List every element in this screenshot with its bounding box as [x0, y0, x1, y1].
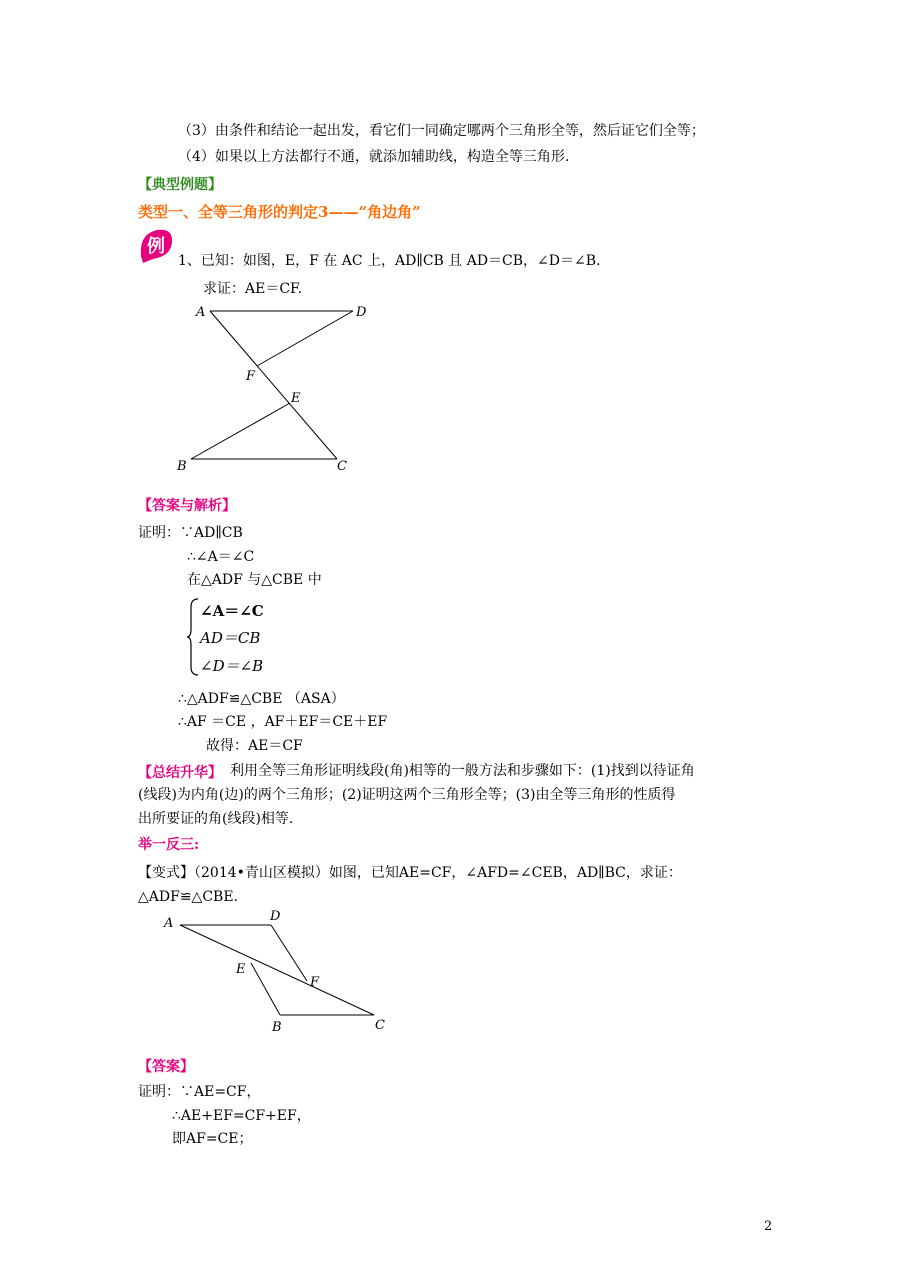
example-problem: 1、已知：如图，E，F 在 AC 上，AD∥CB 且 AD＝CB，∠D＝∠B. — [178, 253, 601, 269]
summary-label: 【总结升华】 — [138, 765, 222, 781]
label-b: B — [177, 459, 187, 474]
label-d: D — [356, 305, 367, 320]
segment-be — [191, 403, 290, 459]
summary-line-2: (线段)为内角(边)的两个三角形；(2)证明这两个三角形全等；(3)由全等三角形的性质得 — [138, 787, 676, 803]
answer-header: 【答案与解析】 — [138, 498, 236, 514]
practice-header: 举一反三: — [138, 837, 200, 853]
proof-line-2: ∴∠A＝∠C — [187, 549, 255, 565]
label-d: D — [270, 909, 281, 924]
proof-line-1: 证明：∵AD∥CB — [138, 525, 243, 541]
example-prove: 求证：AE＝CF. — [203, 281, 303, 297]
summary-line-3: 出所要证的角(线段)相等. — [138, 811, 294, 827]
proof2-line-1: 证明：∵AE=CF， — [138, 1084, 261, 1100]
system-brace — [186, 597, 200, 677]
label-f: F — [246, 369, 256, 384]
page-number: 2 — [764, 1219, 773, 1234]
summary-line-1: 利用全等三角形证明线段(角)相等的一般方法和步骤如下：(1)找到以待证角 — [230, 763, 695, 779]
step-3: （3）由条件和结论一起出发，看它们一同确定哪两个三角形全等，然后证它们全等； — [178, 123, 705, 139]
system-line-1: ∠A＝∠C — [200, 602, 264, 620]
answer2-header: 【答案】 — [138, 1059, 194, 1075]
segment-ac — [210, 311, 337, 459]
section-header: 【典型例题】 — [138, 177, 222, 193]
label-f: F — [310, 975, 320, 990]
label-b: B — [272, 1020, 282, 1035]
label-c: C — [337, 459, 347, 474]
figure-1 — [170, 300, 380, 480]
segment-df — [271, 925, 307, 981]
label-a: A — [164, 916, 174, 931]
segment-eb — [251, 963, 280, 1015]
variant-line-2: △ADF≌△CBE. — [138, 889, 238, 905]
system-line-2: AD＝CB — [200, 629, 261, 647]
proof2-line-2: ∴AE+EF=CF+EF， — [172, 1108, 311, 1124]
proof-line-6: 故得：AE＝CF — [206, 738, 303, 754]
type-title: 类型一、全等三角形的判定3——“角边角” — [138, 203, 421, 221]
variant-line-1: 【变式】（2014•青山区模拟）如图，已知AE=CF，∠AFD=∠CEB，AD∥BC，求证： — [138, 865, 682, 881]
proof2-line-3: 即AF=CE； — [172, 1131, 253, 1147]
label-e: E — [291, 391, 301, 406]
label-a: A — [196, 305, 206, 320]
example-badge-label: 例 — [147, 236, 165, 257]
proof-line-3: 在△ADF 与△CBE 中 — [187, 572, 322, 588]
system-line-3: ∠D＝∠B — [200, 657, 264, 675]
step-4: （4）如果以上方法都行不通，就添加辅助线，构造全等三角形. — [178, 149, 570, 165]
proof-line-4: ∴△ADF≌△CBE （ASA） — [178, 691, 345, 707]
figure-2 — [155, 905, 395, 1040]
label-e: E — [236, 962, 246, 977]
proof-line-5: ∴AF ＝CE ，AF＋EF＝CE＋EF — [178, 714, 388, 730]
label-c: C — [375, 1018, 385, 1033]
segment-df — [257, 311, 353, 366]
segment-ac — [180, 925, 374, 1015]
